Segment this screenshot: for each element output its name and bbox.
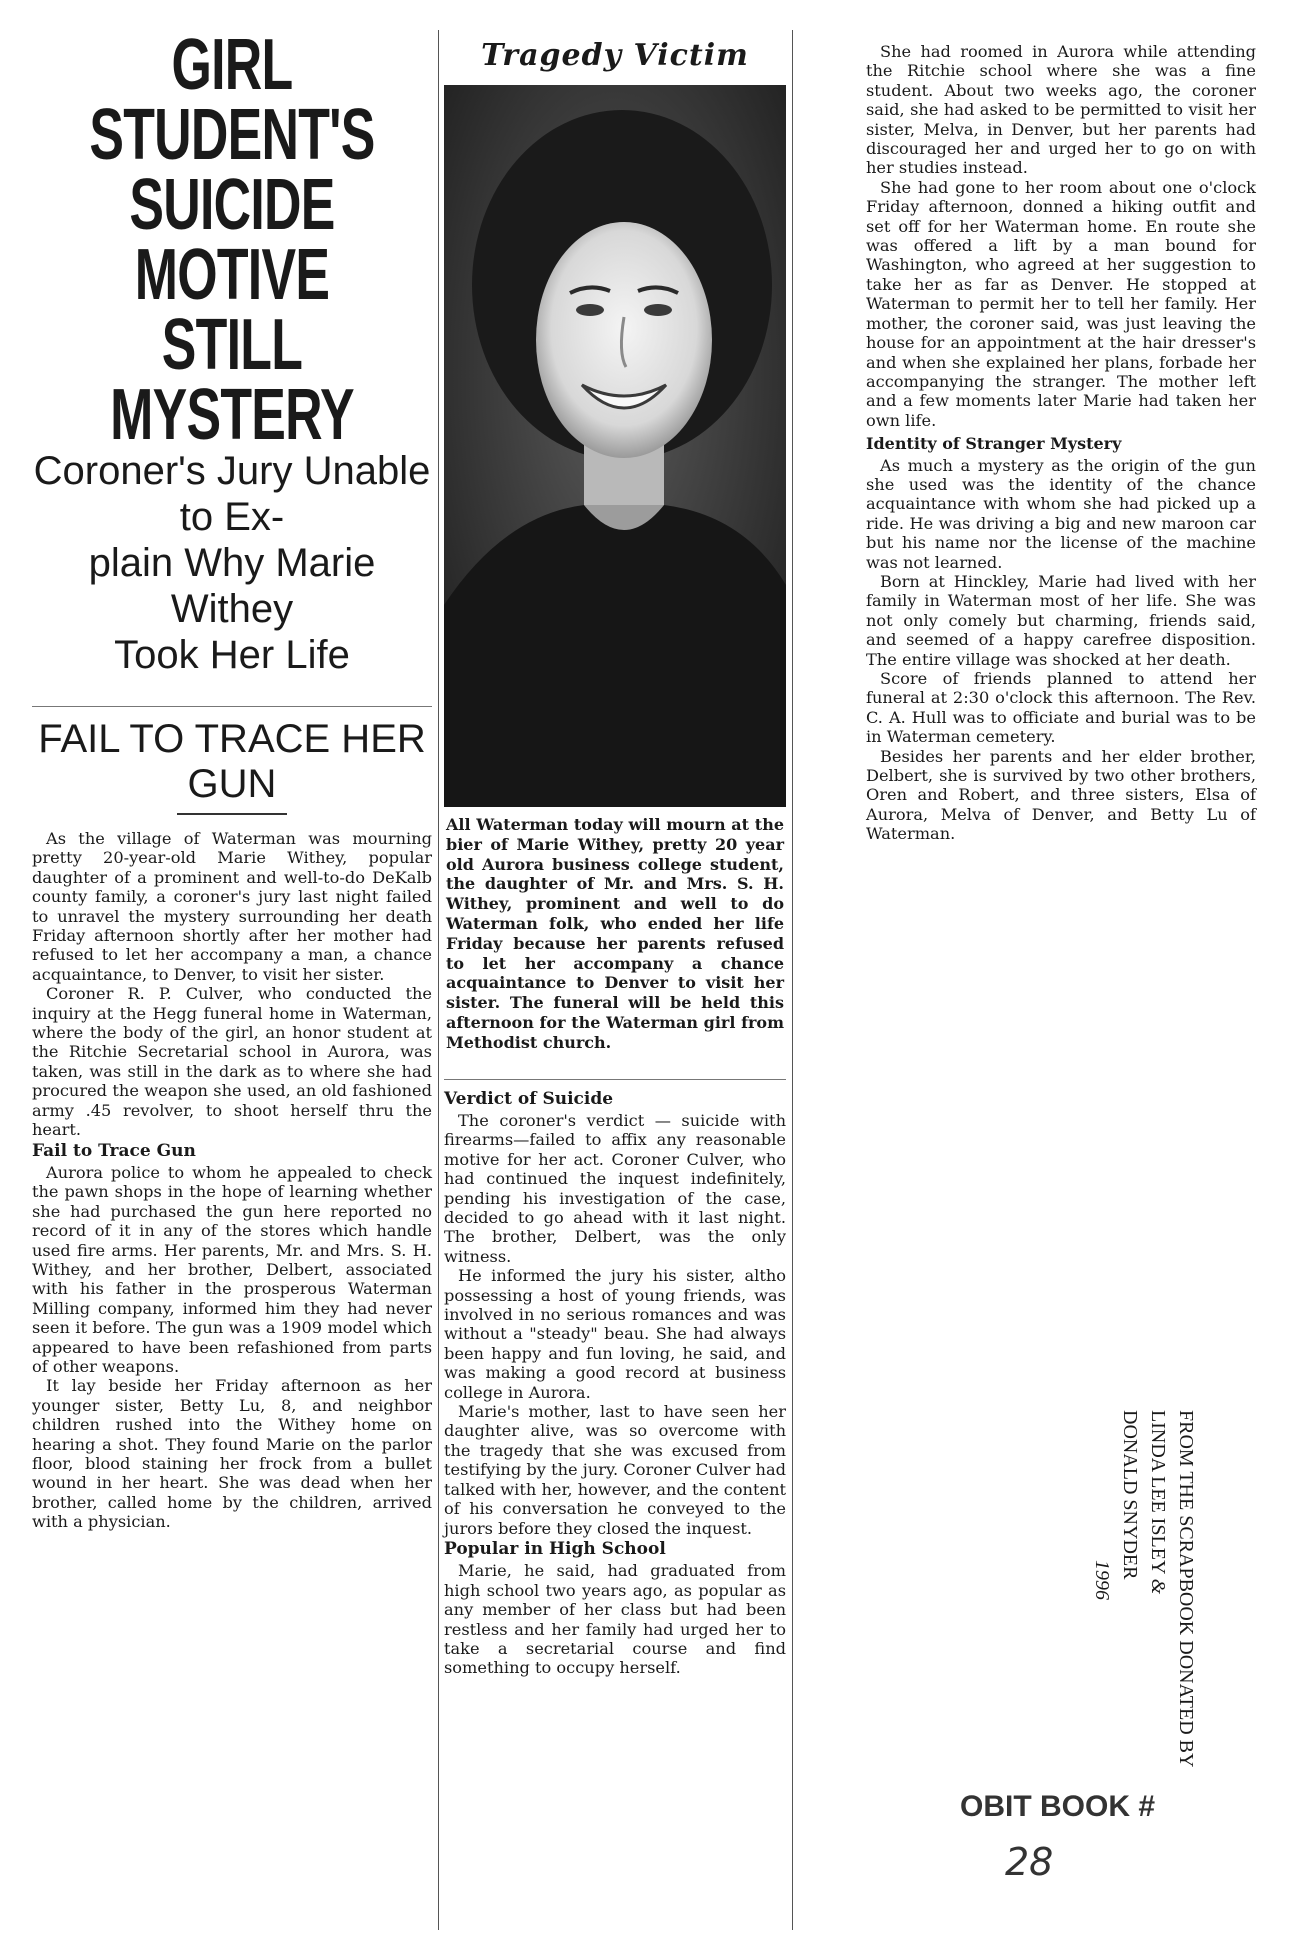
headline-line: SUICIDE MOTIVE: [129, 165, 335, 315]
paragraph: Besides her parents and her elder brother, Delbert, she is survived by two other brothers, Oren and Robert, and three sisters, Elsa of Aurora, Melva of Denver, and Betty Lu of Waterman.: [866, 746, 1256, 844]
paragraph: She had gone to her room about one o'clock Friday afternoon, donned a hiking outfit and set off for her Waterman home. En route she was offered a lift by a man bound for Washington, who agreed at her suggestion to take her as far as Denver. He stopped at Waterman to permit her to tell her family. Her mother, the coroner said, was just leaving the house for an appointment at the hair dresser's and when she explained her plans, forbade her accompanying the stranger. The mother left and a few moments later Marie had taken her own life.: [866, 177, 1256, 430]
photo-caption: All Waterman today will mourn at the bier of Marie Withey, pretty 20 year old Aurora business college student, the daughter of Mr. and Mrs. S. H. Withey, prominent and well to do Waterman folk, who ended her life Friday because her parents refused to let her accompany a chance acquaintance to Denver to visit her sister. The funeral will be held this afternoon for the Waterman girl from Methodist church.: [444, 815, 786, 1080]
paragraph: Score of friends planned to attend her funeral at 2:30 o'clock this afternoon. The Rev. C. A. Hull was to officiate and burial was to be in Waterman cemetery.: [866, 669, 1256, 747]
article-column-2: [444, 0, 786, 1678]
paragraph: Aurora police to whom he appealed to check the pawn shops in the hope of learning whether she had purchased the gun here reported no record of it in any of the stores which handle used fire arms. Her parents, Mr. and Mrs. S. H. Withey, and her brother, Delbert, associated with his father in the prosperous Waterman Milling company, informed him they had never seen it before. The gun was a 1909 model which appeared to have been refashioned from parts of other weapons.: [32, 1162, 432, 1376]
stamp-year: 1996: [1091, 1560, 1113, 1600]
column-rule-1: [438, 30, 439, 1930]
paragraph: He informed the jury his sister, altho possessing a host of young friends, was involved in no serious romances and was without a "steady" beau. She had always been happy and fun loving, he said, and was making a good record at business college in Aurora.: [444, 1266, 786, 1402]
article-body: [32, 829, 432, 1532]
headline-line: STILL MYSTERY: [110, 305, 354, 455]
obit-book-number: 28: [1005, 1840, 1054, 1884]
deck-line: plain Why Marie Withey: [88, 541, 376, 631]
deck-line: Coroner's Jury Unable to Ex-: [33, 449, 431, 539]
paragraph: Marie's mother, last to have seen her daughter alive, was so overcome with the tragedy that she was excused from testifying by the jury. Coroner Culver had talked with her, however, and the content of his conversation he conveyed to the jurors before they closed the inquest.: [444, 1402, 786, 1538]
secondary-deck: FAIL TO TRACE HER GUN: [32, 706, 432, 807]
paragraph: It lay beside her Friday afternoon as her younger sister, Betty Lu, 8, and neighbor children rushed into the Withey home on hearing a shot. They found Marie on the parlor floor, blood staining her frock from a bullet wound in her heart. She was dead when her brother, called home by the children, arrived with a physician.: [32, 1376, 432, 1532]
obit-book-label: OBIT BOOK #: [960, 1790, 1156, 1823]
deck: [32, 448, 432, 678]
paragraph: As much a mystery as the origin of the gun she used was the identity of the chance acquaintance with whom she had picked up a ride. He was driving a big and new maroon car but his name nor the license of the machine was not learned.: [866, 455, 1256, 572]
subhead: Verdict of Suicide: [444, 1088, 614, 1109]
paragraph: Marie, he said, had graduated from high school two years ago, as popular as any member of her class but had been restless and her family had urged her to take a secretarial course and find something to occupy herself.: [444, 1561, 786, 1678]
handwritten-ampersand: &: [1147, 1578, 1169, 1595]
subhead: Fail to Trace Gun: [32, 1140, 196, 1161]
subhead: Popular in High School: [444, 1538, 666, 1559]
paragraph: Born at Hinckley, Marie had lived with her family in Waterman most of her life. She was not only comely but charming, friends said, and seemed of a happy carefree disposition. The entire village was shocked at her death.: [866, 571, 1256, 669]
photo-title: Tragedy Victim: [481, 38, 749, 73]
divider: [177, 813, 287, 815]
article-body: [444, 1090, 786, 1678]
paragraph: The coroner's verdict — suicide with firearms—failed to affix any reasonable motive for her act. Coroner Culver, who had continued the inquest indefinitely, pending his investigation of the case, decided to go ahead with it last night. The brother, Delbert, was the only witness.: [444, 1110, 786, 1266]
portrait-image: [444, 85, 786, 807]
article-column-3: [866, 42, 1256, 844]
paragraph: Coroner R. P. Culver, who conducted the inquiry at the Hegg funeral home in Waterman, where the body of the girl, an honor student at the Ritchie Secretarial school in Aurora, was taken, was still in the dark as to where she had procured the weapon she used, an old fashioned army .45 revolver, to shoot herself thru the heart.: [32, 984, 432, 1140]
column-rule-2: [792, 30, 793, 1930]
stamp-line: FROM THE SCRAPBOOK DONATED BY: [1175, 1410, 1197, 1768]
headline-line: GIRL STUDENT'S: [89, 25, 375, 175]
article-column-1: [32, 0, 432, 1532]
stamp-line: DONALD SNYDER: [1119, 1410, 1141, 1580]
stamp-line: LINDA LEE ISLEY &: [1147, 1410, 1169, 1595]
article-body: [866, 42, 1256, 844]
subhead: Identity of Stranger Mystery: [866, 434, 1122, 454]
donation-stamp: [1088, 1410, 1200, 1767]
portrait-photo: [444, 85, 786, 807]
paragraph: As the village of Waterman was mourning pretty 20-year-old Marie Withey, popular daughter of a prominent and well-to-do DeKalb county family, a coroner's jury last night failed to unravel the mystery surrounding her death Friday afternoon shortly after her mother had refused to let her accompany a man, a chance acquaintance, to Denver, to visit her sister.: [32, 829, 432, 984]
paragraph: She had roomed in Aurora while attending the Ritchie school where she was a fine student. About two weeks ago, the coroner said, she had asked to be permitted to visit her sister, Melva, in Denver, but her parents had discouraged her and urged her to go on with her studies instead.: [866, 42, 1256, 178]
deck-line: Took Her Life: [114, 633, 350, 677]
headline: [88, 25, 376, 455]
